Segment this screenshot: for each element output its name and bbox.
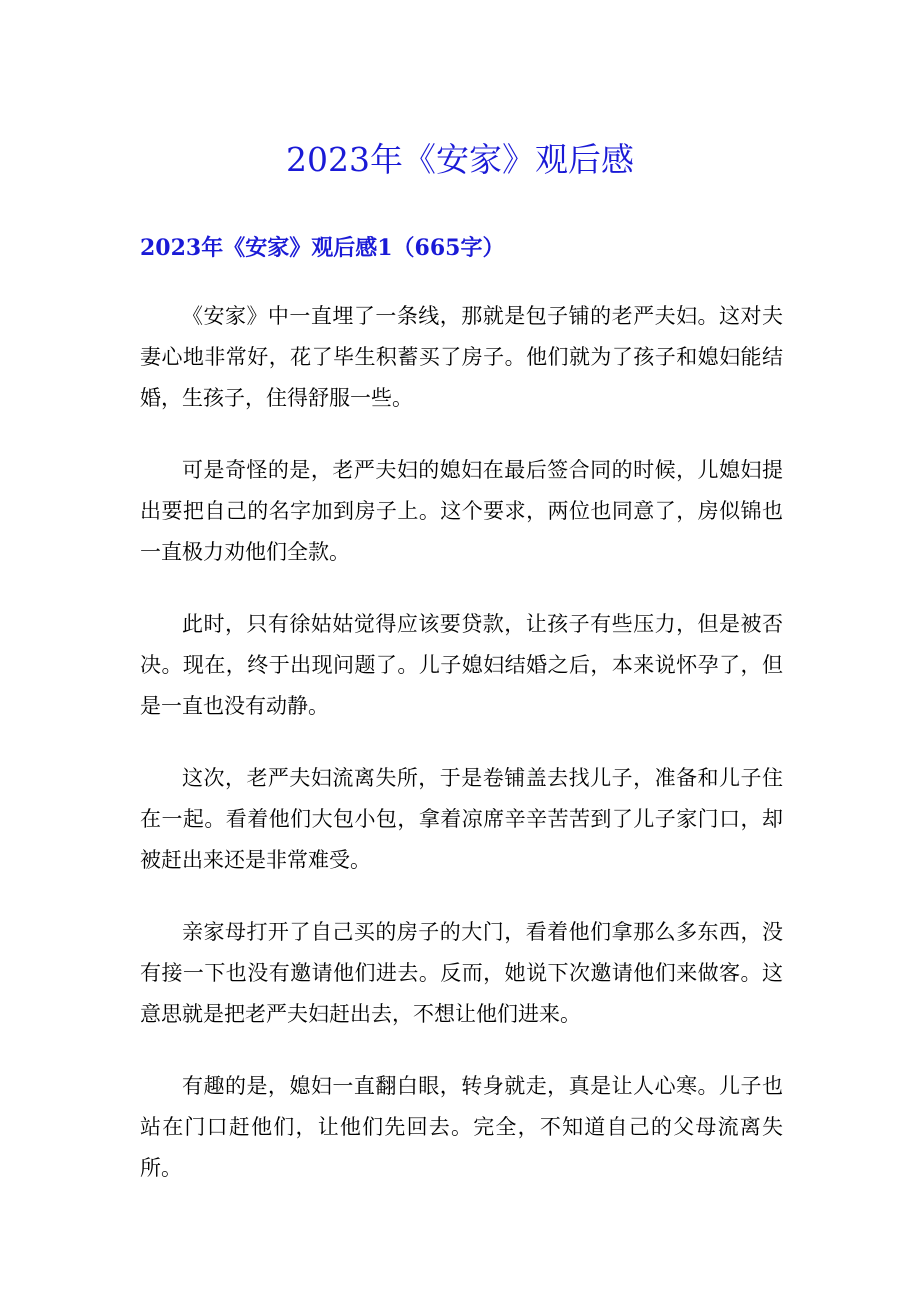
section-heading: 2023年《安家》观后感1（665字） bbox=[140, 235, 505, 261]
paragraph: 有趣的是，媳妇一直翻白眼，转身就走，真是让人心寒。儿子也站在门口赶他们，让他们先回去。完全，不知道自己的父母流离失所。 bbox=[140, 1074, 783, 1180]
paragraph: 亲家母打开了自己买的房子的大门，看着他们拿那么多东西，没有接一下也没有邀请他们进去。反而，她说下次邀请他们来做客。这意思就是把老严夫妇赶出去，不想让他们进来。 bbox=[140, 920, 783, 1026]
paragraph: 《安家》中一直埋了一条线，那就是包子铺的老严夫妇。这对夫妻心地非常好，花了毕生积蓄买了房子。他们就为了孩子和媳妇能结婚，生孩子，住得舒服一些。 bbox=[140, 304, 783, 410]
body-text bbox=[140, 296, 783, 1220]
document-title: 2023年《安家》观后感 bbox=[286, 140, 634, 179]
paragraph: 可是奇怪的是，老严夫妇的媳妇在最后签合同的时候，儿媳妇提出要把自己的名字加到房子上。这个要求，两位也同意了，房似锦也一直极力劝他们全款。 bbox=[140, 458, 783, 564]
paragraph: 此时，只有徐姑姑觉得应该要贷款，让孩子有些压力，但是被否决。现在，终于出现问题了。儿子媳妇结婚之后，本来说怀孕了，但是一直也没有动静。 bbox=[140, 612, 783, 718]
paragraph: 这次，老严夫妇流离失所，于是卷铺盖去找儿子，准备和儿子住在一起。看着他们大包小包，拿着凉席辛辛苦苦到了儿子家门口，却被赶出来还是非常难受。 bbox=[140, 766, 783, 872]
